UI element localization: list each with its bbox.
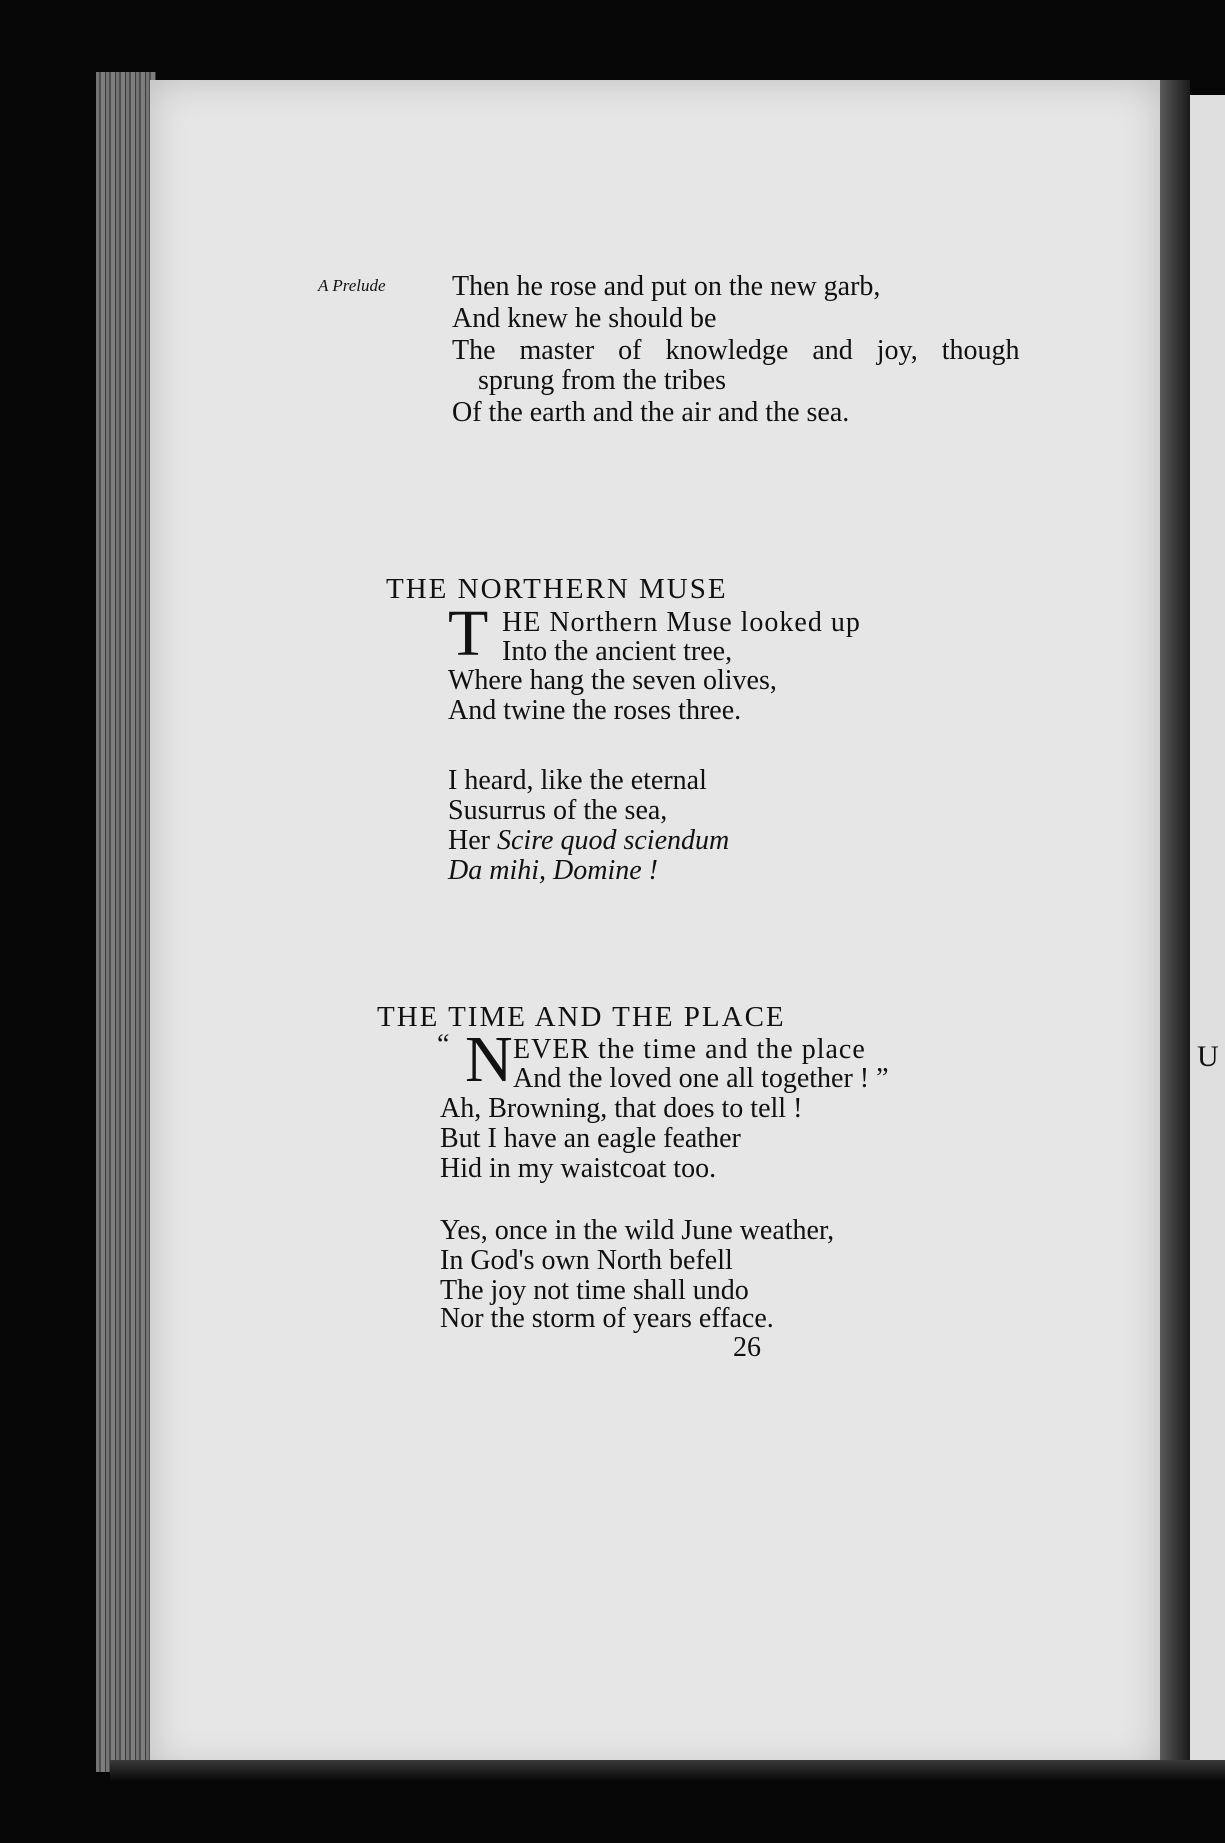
time-place-line-7: In God's own North befell bbox=[440, 1245, 733, 1276]
margin-label: A Prelude bbox=[318, 276, 386, 295]
open-quote: “ bbox=[437, 1029, 450, 1060]
page-bottom-shadow bbox=[110, 1760, 1225, 1782]
prelude-line-1: Then he rose and put on the new garb, bbox=[452, 271, 881, 302]
facing-page-fragment: U bbox=[1197, 1040, 1219, 1073]
dropcap-n: N bbox=[465, 1023, 513, 1096]
page-number: 26 bbox=[733, 1332, 761, 1363]
prelude-line-5: Of the earth and the air and the sea. bbox=[452, 397, 850, 428]
facing-page-edge bbox=[1190, 95, 1225, 1760]
northern-muse-line-4: And twine the roses three. bbox=[448, 695, 742, 726]
time-place-line-1: EVER the time and the place bbox=[513, 1034, 866, 1065]
prelude-line-3: The master of knowledge and joy, though bbox=[452, 335, 1020, 366]
her-word: Her bbox=[448, 825, 490, 856]
northern-muse-line-5: I heard, like the eternal bbox=[448, 765, 707, 796]
time-place-line-3: Ah, Browning, that does to tell ! bbox=[440, 1093, 803, 1124]
book-binding bbox=[1160, 80, 1190, 1770]
poem-title-time-and-place: THE TIME AND THE PLACE bbox=[377, 1001, 786, 1033]
poem-title-northern-muse: THE NORTHERN MUSE bbox=[386, 573, 728, 605]
latin-phrase-1: Scire quod sciendum bbox=[496, 825, 730, 856]
northern-muse-line-3: Where hang the seven olives, bbox=[448, 665, 777, 696]
northern-muse-line-6: Susurrus of the sea, bbox=[448, 795, 668, 826]
time-place-line-6: Yes, once in the wild June weather, bbox=[440, 1215, 835, 1246]
time-place-line-4: But I have an eagle feather bbox=[440, 1123, 741, 1154]
prelude-line-2: And knew he should be bbox=[452, 303, 717, 334]
time-place-line-9: Nor the storm of years efface. bbox=[440, 1303, 774, 1334]
page-edges bbox=[96, 72, 156, 1772]
northern-muse-line-2: Into the ancient tree, bbox=[502, 636, 733, 667]
dropcap-t: T bbox=[448, 597, 489, 670]
time-place-line-5: Hid in my waistcoat too. bbox=[440, 1153, 717, 1184]
northern-muse-line-1: HE Northern Muse looked up bbox=[502, 607, 861, 638]
time-place-line-2: And the loved one all together ! ” bbox=[513, 1063, 889, 1094]
prelude-line-4: sprung from the tribes bbox=[478, 365, 727, 396]
latin-phrase-2: Da mihi, Domine ! bbox=[448, 855, 658, 886]
time-place-line-8: The joy not time shall undo bbox=[440, 1275, 749, 1306]
northern-muse-line-7 bbox=[448, 826, 729, 856]
